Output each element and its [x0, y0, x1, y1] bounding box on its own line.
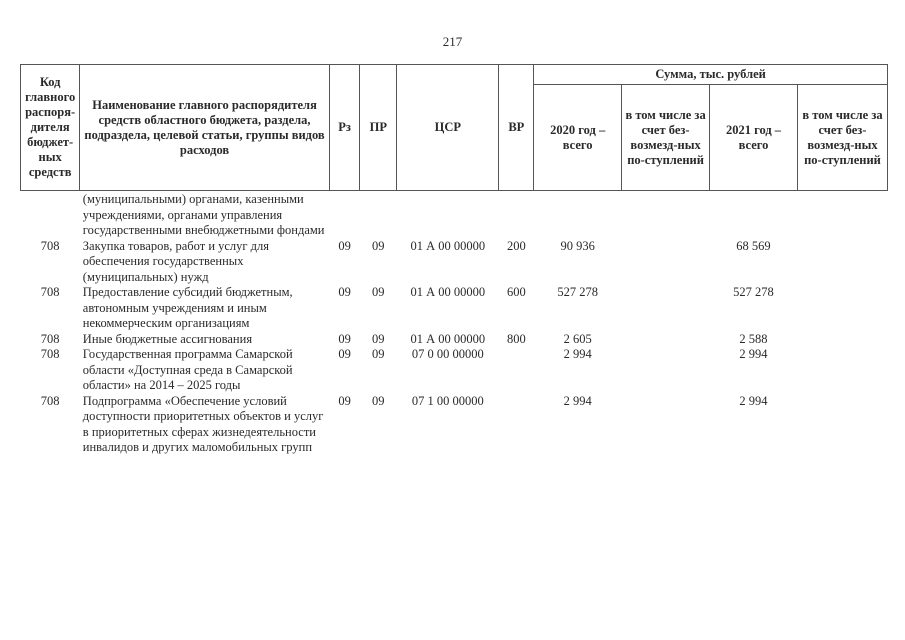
cell-csr	[397, 191, 499, 239]
cell-2020-total: 2 994	[563, 393, 592, 408]
header-2021-total: 2021 год – всего	[710, 85, 798, 191]
cell-2020-free	[622, 285, 710, 332]
cell-rz: 09	[338, 238, 351, 253]
cell-pr: 09	[372, 393, 385, 408]
cell-rz: 09	[338, 331, 351, 346]
cell-vr: 800	[506, 331, 526, 346]
cell-pr: 09	[372, 285, 385, 299]
table-row	[21, 347, 888, 394]
cell-rz: 09	[338, 347, 351, 361]
cell-csr: 01 А 00 00000	[410, 285, 486, 299]
cell-2021-free	[797, 239, 887, 286]
cell-2021-total: 68 569	[736, 238, 771, 253]
cell-rz: 09	[338, 393, 351, 408]
table-row	[21, 191, 888, 239]
table-row	[21, 394, 888, 456]
cell-2021-free	[797, 347, 887, 394]
cell-code: 708	[40, 238, 60, 253]
cell-2021-free	[797, 285, 887, 332]
cell-name: Государственная программа Самарской области «Доступная среда в Самарской области» на 2014 – 2025 годы	[82, 347, 293, 392]
cell-csr: 01 А 00 00000	[410, 331, 486, 346]
cell-2021-free	[797, 332, 887, 348]
cell-rz	[329, 191, 360, 239]
cell-name: Закупка товаров, работ и услуг для обеспечения государственных (муниципальных) нужд	[82, 238, 270, 284]
cell-2020-total: 527 278	[557, 285, 598, 299]
cell-2020-free	[622, 347, 710, 394]
page-number: 217	[442, 34, 463, 49]
cell-2021-total: 527 278	[733, 285, 774, 299]
cell-pr: 09	[372, 238, 385, 253]
cell-csr: 01 А 00 00000	[410, 238, 486, 253]
cell-2021-total: 2 994	[739, 347, 768, 361]
cell-vr	[499, 191, 534, 239]
header-vr: ВР	[499, 65, 534, 191]
cell-code: 708	[40, 331, 60, 346]
cell-2021-total: 2 588	[739, 331, 768, 346]
header-name: Наименование главного распорядителя средств областного бюджета, раздела, подраздела, целевой статьи, группы видов расходов	[80, 65, 329, 191]
cell-pr: 09	[372, 347, 385, 361]
cell-2021-total	[710, 191, 798, 239]
cell-name: Предоставление субсидий бюджетным, автономным учреждениям и иным некоммерческим организациям	[82, 285, 293, 330]
header-sum-group: Сумма, тыс. рублей	[534, 65, 888, 85]
table-body	[21, 191, 888, 456]
cell-2021-free	[797, 394, 887, 456]
cell-2020-free	[622, 332, 710, 348]
cell-2021-total: 2 994	[739, 393, 768, 408]
cell-code: 708	[40, 285, 60, 299]
header-pr: ПР	[360, 65, 397, 191]
header-2020-free: в том числе за счет без-возмезд-ных по-ступлений	[622, 85, 710, 191]
cell-name: Подпрограмма «Обеспечение условий доступности приоритетных объектов и услуг в приоритетных сферах жизнедеятельности инвалидов и других маломобильных групп	[82, 393, 324, 454]
cell-vr	[499, 347, 534, 394]
cell-2020-total: 2 605	[563, 331, 592, 346]
cell-2020-total: 90 936	[560, 238, 595, 253]
cell-2021-free	[797, 191, 887, 239]
cell-rz: 09	[338, 285, 351, 299]
cell-2020-total: 2 994	[563, 347, 592, 361]
header-rz: Рз	[329, 65, 360, 191]
cell-name: Иные бюджетные ассигнования	[82, 331, 253, 346]
table-header	[21, 65, 888, 191]
header-2021-free: в том числе за счет без-возмезд-ных по-ступлений	[797, 85, 887, 191]
header-csr: ЦСР	[397, 65, 499, 191]
header-2020-total: 2020 год – всего	[534, 85, 622, 191]
cell-csr: 07 0 00 00000	[411, 347, 484, 361]
cell-name: (муниципальными) органами, казенными учреждениями, органами управления государственными внебюджетными фондами	[82, 192, 325, 237]
cell-2020-free	[622, 239, 710, 286]
cell-2020-free	[622, 394, 710, 456]
table-row	[21, 332, 888, 348]
budget-table	[20, 64, 888, 456]
cell-2020-total	[534, 191, 622, 239]
cell-vr: 600	[506, 285, 526, 299]
cell-vr	[499, 394, 534, 456]
cell-code: 708	[40, 393, 60, 408]
cell-pr	[360, 191, 397, 239]
cell-code	[21, 191, 80, 239]
table-row	[21, 239, 888, 286]
table-row	[21, 285, 888, 332]
cell-code: 708	[40, 347, 60, 361]
cell-pr: 09	[372, 331, 385, 346]
header-code: Код главного распоря-дителя бюджет-ных средств	[21, 65, 80, 191]
cell-csr: 07 1 00 00000	[411, 393, 484, 408]
cell-vr: 200	[506, 238, 526, 253]
cell-2020-free	[622, 191, 710, 239]
